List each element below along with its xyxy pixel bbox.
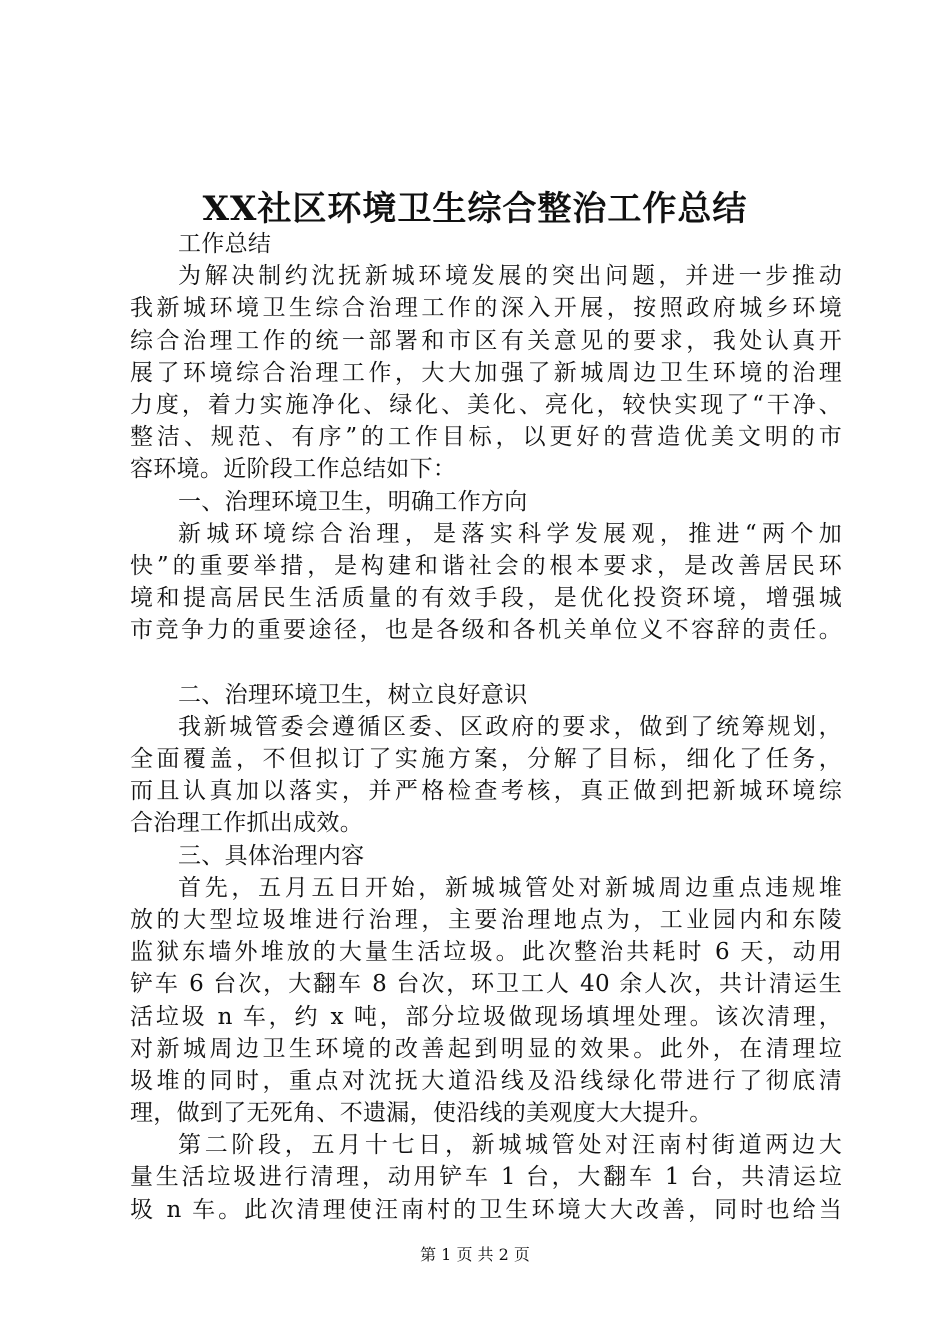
paragraph-line: 综合治理工作的统一部署和市区有关意见的要求，我处认真开 — [130, 327, 842, 354]
paragraph-line: 整洁、规范、有序”的工作目标，以更好的营造优美文明的市 — [130, 424, 842, 451]
paragraph-line: 快”的重要举措，是构建和谐社会的根本要求，是改善居民环 — [130, 552, 842, 579]
page-footer: 第 1 页 共 2 页 — [420, 1245, 530, 1264]
section-heading: 一、治理环境卫生，明确工作方向 — [178, 488, 528, 515]
paragraph-line: 对新城周边卫生环境的改善起到明显的效果。此外，在清理垃 — [130, 1035, 842, 1062]
paragraph-line: 全面覆盖，不但拟订了实施方案，分解了目标，细化了任务， — [130, 746, 842, 772]
paragraph-line: 力度，着力实施净化、绿化、美化、亮化，较快实现了“干净、 — [130, 391, 842, 418]
paragraph-line: 展了环境综合治理工作，大大加强了新城周边卫生环境的治理 — [130, 359, 842, 386]
section-heading: 工作总结 — [178, 231, 272, 257]
paragraph-line: 圾堆的同时，重点对沈抚大道沿线及沿线绿化带进行了彻底清 — [130, 1067, 842, 1094]
paragraph-line: 圾 n 车。此次清理使汪南村的卫生环境大大改善，同时也给当 — [130, 1196, 842, 1223]
blank-line — [130, 646, 842, 678]
section-heading: 三、具体治理内容 — [178, 842, 365, 869]
paragraph-line: 境和提高居民生活质量的有效手段，是优化投资环境，增强城 — [130, 585, 842, 612]
paragraph-line: 我新城环境卫生综合治理工作的深入开展，按照政府城乡环境 — [130, 295, 842, 322]
paragraph-line: 第二阶段，五月十七日，新城城管处对汪南村街道两边大 — [178, 1132, 842, 1159]
paragraph-line: 理，做到了无死角、不遗漏，使沿线的美观度大大提升。 — [130, 1100, 713, 1127]
paragraph-line: 活垃圾 n 车，约 x 吨，部分垃圾做现场填埋处理。该次清理， — [130, 1003, 842, 1030]
paragraph-line: 新城环境综合治理，是落实科学发展观，推进“两个加 — [178, 520, 842, 547]
paragraph-line: 放的大型垃圾堆进行治理，主要治理地点为，工业园内和东陵 — [130, 906, 842, 933]
paragraph-line: 而且认真加以落实，并严格检查考核，真正做到把新城环境综 — [130, 778, 842, 805]
paragraph-line: 监狱东墙外堆放的大量生活垃圾。此次整治共耗时 6 天，动用 — [130, 939, 842, 966]
document-title: XX社区环境卫生综合整治工作总结 — [202, 189, 748, 229]
paragraph-line: 合治理工作抓出成效。 — [130, 810, 363, 837]
paragraph-line: 容环境。近阶段工作总结如下： — [130, 456, 457, 483]
paragraph-line: 量生活垃圾进行清理，动用铲车 1 台，大翻车 1 台，共清运垃 — [130, 1164, 842, 1191]
paragraph-line: 铲车 6 台次，大翻车 8 台次，环卫工人 40 余人次，共计清运生 — [130, 971, 842, 998]
paragraph-line: 我新城管委会遵循区委、区政府的要求，做到了统筹规划， — [178, 713, 842, 740]
paragraph-line: 为解决制约沈抚新城环境发展的突出问题，并进一步推动 — [178, 263, 842, 290]
paragraph-line: 市竞争力的重要途径，也是各级和各机关单位义不容辞的责任。 — [130, 617, 842, 644]
document-body — [130, 228, 842, 1226]
section-heading: 二、治理环境卫生，树立良好意识 — [178, 681, 528, 708]
paragraph-line: 首先，五月五日开始，新城城管处对新城周边重点违规堆 — [178, 874, 842, 901]
